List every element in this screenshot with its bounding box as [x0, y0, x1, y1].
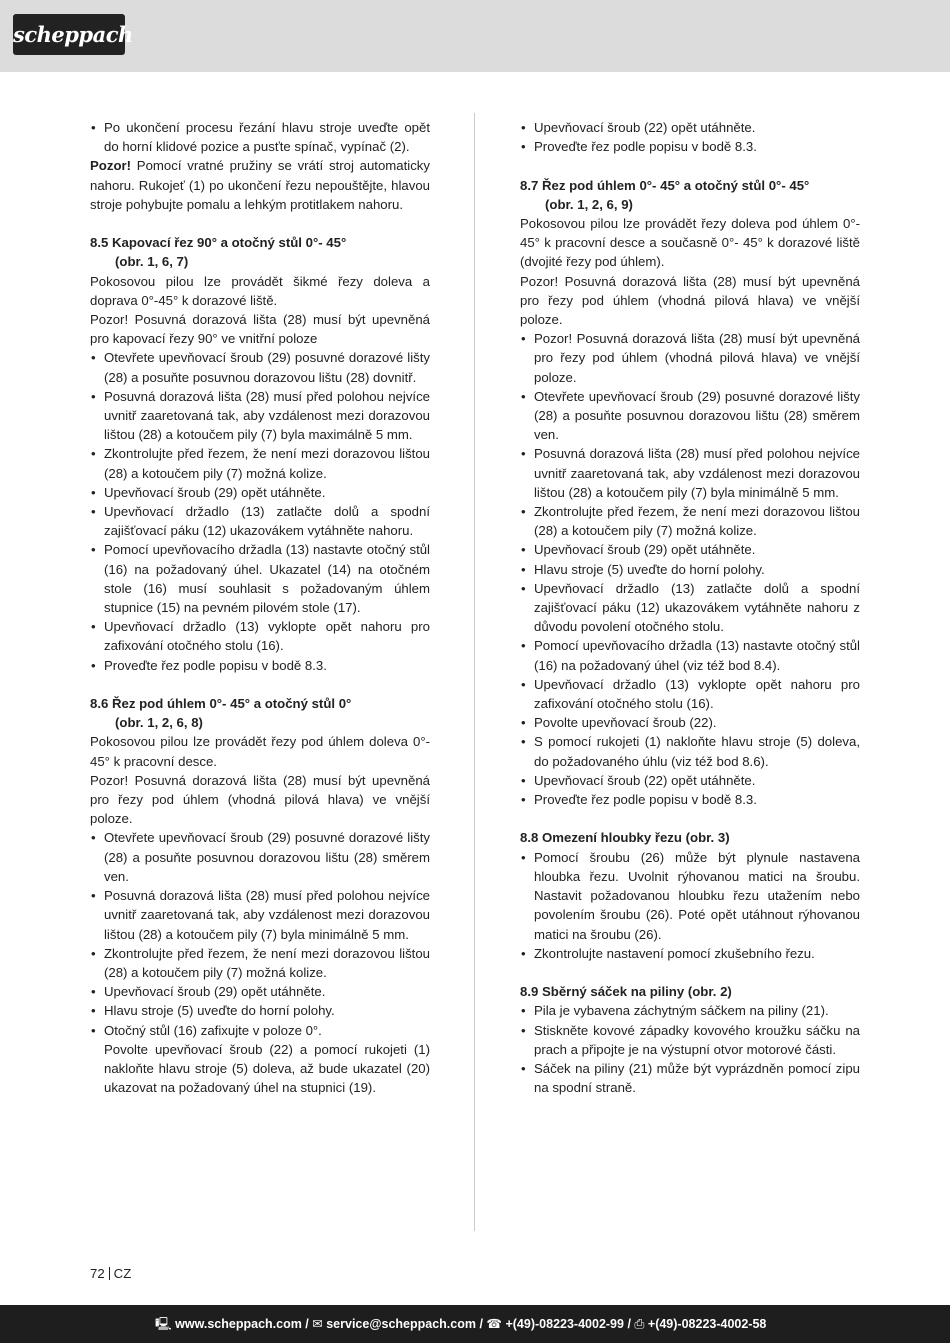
list-item: • Posuvná dorazová lišta (28) musí před polohou nejvíce uvnitř zaaretovaná tak, aby vzdálenost mezi dorazovou lištou (28) a kotoučem pily (7) byla minimálně 5 mm. [90, 886, 430, 944]
section-8-6-heading: 8.6 Řez pod úhlem 0°- 45° a otočný stůl 0° (obr. 1, 2, 6, 8) [90, 696, 352, 731]
footer-bar: 🖳 www.scheppach.com / ✉ service@scheppach.com / ☎ +(49)-08223-4002-99 / ⎙ +(49)-08223-4002-58 [0, 1305, 950, 1343]
list-item: • Upevňovací držadlo (13) zatlačte dolů a spodní zajišťovací páku (12) ukazovákem vytáhněte nahoru. [90, 502, 430, 540]
list-item: • Otevřete upevňovací šroub (29) posuvné dorazové lišty (28) a posuňte posuvnou dorazovou lištu (28) směrem ven. [520, 387, 860, 445]
list-item: • Upevňovací držadlo (13) vyklopte opět nahoru pro zafixování otočného stolu (16). [520, 675, 860, 713]
section-8-6-intro: Pokosovou pilou lze provádět řezy pod úhlem doleva 0°- 45° k pracovní desce. [90, 734, 430, 769]
header-bar [0, 0, 950, 72]
list-item: • Zkontrolujte před řezem, že není mezi dorazovou lištou (28) a kotoučem pily (7) možná kolize. [520, 502, 860, 540]
list-item: • Otevřete upevňovací šroub (29) posuvné dorazové lišty (28) a posuňte posuvnou dorazovou lištu (28) dovnitř. [90, 348, 430, 386]
left-column [90, 118, 430, 1097]
footer-web[interactable]: www.scheppach.com [175, 1317, 302, 1331]
list-item: • Proveďte řez podle popisu v bodě 8.3. [520, 790, 860, 809]
section-8-8-heading: 8.8 Omezení hloubky řezu (obr. 3) [520, 830, 730, 846]
section-8-9-list [520, 1001, 860, 1097]
list-item: • Upevňovací šroub (29) opět utáhněte. [520, 540, 860, 559]
section-8-5-list [90, 348, 430, 674]
right-top-list [520, 118, 860, 156]
footer-phone: +(49)-08223-4002-99 [505, 1317, 624, 1331]
computer-icon: 🖳 [155, 1317, 172, 1331]
list-item: • Hlavu stroje (5) uveďte do horní polohy. [90, 1001, 430, 1020]
mail-icon: ✉ [312, 1317, 323, 1331]
list-item: • Proveďte řez podle popisu v bodě 8.3. [90, 656, 430, 675]
list-item: • Upevňovací šroub (22) opět utáhněte. [520, 118, 860, 137]
list-item: • Upevňovací šroub (22) opět utáhněte. [520, 771, 860, 790]
list-item: • Upevňovací držadlo (13) vyklopte opět nahoru pro zafixování otočného stolu (16). [90, 617, 430, 655]
section-8-7-heading: 8.7 Řez pod úhlem 0°- 45° a otočný stůl 0°- 45° (obr. 1, 2, 6, 9) [520, 177, 810, 212]
footer-email[interactable]: service@scheppach.com [326, 1317, 476, 1331]
pozor-paragraph [90, 156, 430, 214]
list-item: • Pozor! Posuvná dorazová lišta (28) musí být upevněná pro řezy pod úhlem (vhodná pilová hlava) ve vnější poloze. [520, 329, 860, 387]
list-item: • Upevňovací šroub (29) opět utáhněte. [90, 483, 430, 502]
list-item: • Pomocí upevňovacího držadla (13) nastavte otočný stůl (16) na požadovaný úhel. Ukazatel (14) na otočném stole (16) musí souhlasit s požadovaným úhlem stupnice (15) na pevném pilovém stole (17). [90, 540, 430, 617]
list-item: • Otevřete upevňovací šroub (29) posuvné dorazové lišty (28) a posuňte posuvnou dorazovou lištu (28) směrem ven. [90, 828, 430, 886]
page-number: 72 CZ [90, 1266, 132, 1281]
pozor-label: Pozor! [90, 158, 132, 174]
list-item: • Stiskněte kovové západky kovového kroužku sáčku na prach a připojte je na výstupní otvor motorové části. [520, 1021, 860, 1059]
list-item: • Upevňovací držadlo (13) zatlačte dolů a spodní zajišťovací páku (12) ukazovákem vytáhněte nahoru z důvodu povolení otočného stolu. [520, 579, 860, 637]
section-8-8-list [520, 848, 860, 963]
list-item: • Zkontrolujte před řezem, že není mezi dorazovou lištou (28) a kotoučem pily (7) možná kolize. [90, 444, 430, 482]
list-item: • Hlavu stroje (5) uveďte do horní polohy. [520, 560, 860, 579]
list-item: • S pomocí rukojeti (1) nakloňte hlavu stroje (5) doleva, do požadovaného úhlu (viz též bod 8.6). [520, 732, 860, 770]
list-item: • Otočný stůl (16) zafixujte v poloze 0°. Povolte upevňovací šroub (22) a pomocí rukojeti (1) nakloňte hlavu stroje (5) doleva, až bude ukazatel (20) ukazovat na požadovaný úhel na stupnici (19). [90, 1021, 430, 1098]
list-item: • Sáček na piliny (21) může být vyprázdněn pomocí zipu na spodní straně. [520, 1059, 860, 1097]
list-item-continuation: Povolte upevňovací šroub (22) a pomocí rukojeti (1) nakloňte hlavu stroje (5) doleva, až bude ukazatel (20) ukazovat na požadovaný úhel na stupnici (19). [104, 1041, 430, 1096]
section-8-6-warning: Pozor! Posuvná dorazová lišta (28) musí být upevněná pro řezy pod úhlem (vhodná pilová hlava) ve vnější poloze. [90, 772, 430, 827]
section-8-5-heading: 8.5 Kapovací řez 90° a otočný stůl 0°- 45° (obr. 1, 6, 7) [90, 235, 347, 270]
section-8-6-list [90, 828, 430, 1097]
list-item: • Upevňovací šroub (29) opět utáhněte. [90, 982, 430, 1001]
list-item: • Proveďte řez podle popisu v bodě 8.3. [520, 137, 860, 156]
section-8-5-warning: Pozor! Posuvná dorazová lišta (28) musí být upevněná pro kapovací řezy 90° ve vnitřní poloze [90, 312, 430, 347]
section-8-9-heading: 8.9 Sběrný sáček na piliny (obr. 2) [520, 984, 732, 1000]
pozor-text: Pomocí vratné pružiny se vrátí stroj automaticky nahoru. Rukojeť (1) po ukončení řezu nepouštějte, hlavou stroje pohybujte pomalu a lehkým protitlakem nahoru. [90, 158, 430, 212]
list-item: • Povolte upevňovací šroub (22). [520, 713, 860, 732]
footer-fax: +(49)-08223-4002-58 [647, 1317, 767, 1331]
list-item: • Pila je vybavena záchytným sáčkem na piliny (21). [520, 1001, 860, 1020]
list-item: • Zkontrolujte před řezem, že není mezi dorazovou lištou (28) a kotoučem pily (7) možná kolize. [90, 944, 430, 982]
fax-icon: ⎙ [634, 1317, 645, 1331]
list-item: • Po ukončení procesu řezání hlavu stroje uveďte opět do horní klidové pozice a pusťte spínač, vypínač (2). [90, 118, 430, 156]
list-item: • Posuvná dorazová lišta (28) musí před polohou nejvíce uvnitř zaaretovaná tak, aby vzdálenost mezi dorazovou lištou (28) a kotoučem pily (7) byla maximálně 5 mm. [90, 387, 430, 445]
intro-list [90, 118, 430, 156]
right-column [520, 118, 860, 1097]
scheppach-logo: scheppach [13, 14, 125, 55]
section-8-7-intro: Pokosovou pilou lze provádět řezy doleva pod úhlem 0°- 45° k pracovní desce a současně 0°- 45° k dorazové liště (dvojité řezy pod úhlem). [520, 216, 860, 270]
list-item: • Pomocí upevňovacího držadla (13) nastavte otočný stůl (16) na požadovaný úhel (viz též bod 8.4). [520, 636, 860, 674]
phone-icon: ☎ [486, 1317, 502, 1331]
list-item: • Pomocí šroubu (26) může být plynule nastavena hloubka řezu. Uvolnit rýhovanou matici na šroubu. Nastavit požadovanou hloubku řezu utažením nebo povolením šroubu (26). Poté opět utáhnout rýhovanou matici na šroubu (26). [520, 848, 860, 944]
section-8-7-list [520, 329, 860, 809]
list-item: • Zkontrolujte nastavení pomocí zkušebního řezu. [520, 944, 860, 963]
list-item: • Posuvná dorazová lišta (28) musí před polohou nejvíce uvnitř zaaretovaná tak, aby vzdálenost mezi dorazovou lištou (28) a kotoučem pily (7) byla minimálně 5 mm. [520, 444, 860, 502]
section-8-7-warning: Pozor! Posuvná dorazová lišta (28) musí být upevněná pro řezy pod úhlem (vhodná pilová hlava) ve vnější poloze. [520, 273, 860, 328]
page-number-separator [109, 1267, 110, 1280]
section-8-5-intro: Pokosovou pilou lze provádět šikmé řezy doleva a doprava 0°-45° k dorazové liště. [90, 273, 430, 308]
column-divider [474, 113, 475, 1231]
